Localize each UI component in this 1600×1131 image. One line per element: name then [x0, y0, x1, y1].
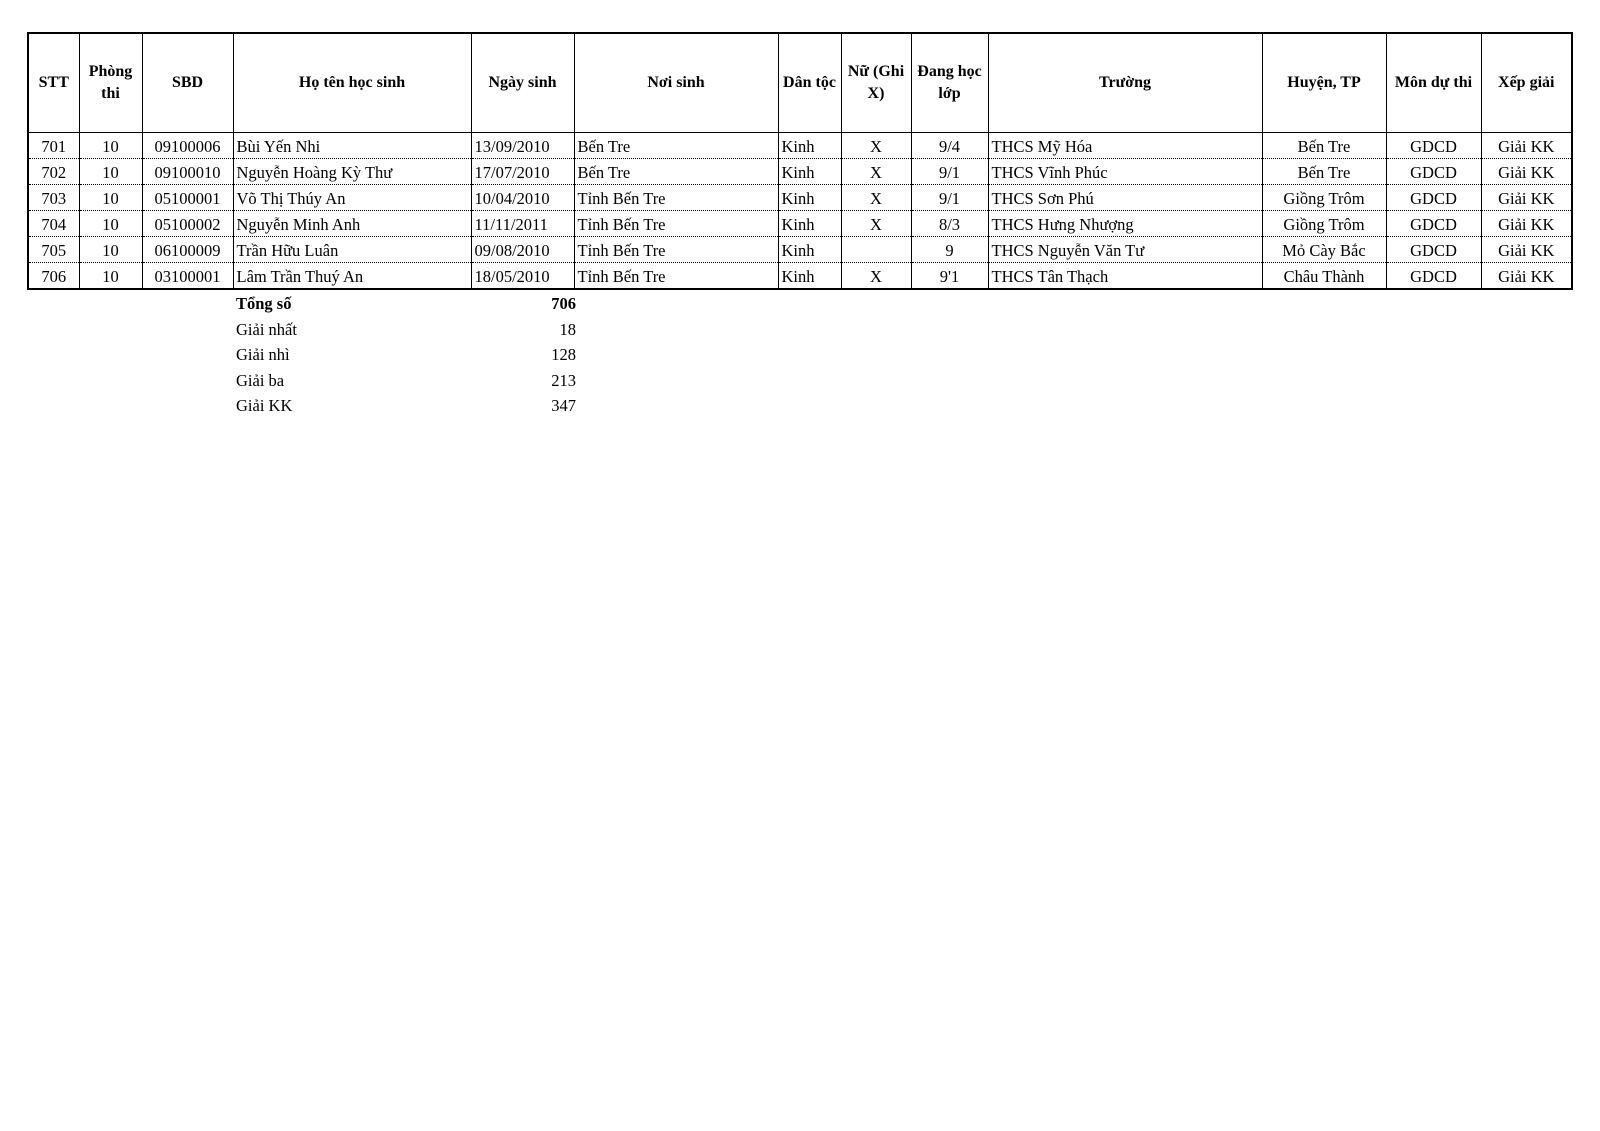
- cell-dang-hoc-lop: 9: [911, 237, 988, 263]
- cell-ho-ten: Võ Thị Thúy An: [233, 185, 471, 211]
- cell-mon-du-thi: GDCD: [1386, 185, 1481, 211]
- table-row: [28, 211, 1572, 237]
- cell-ho-ten: Bùi Yến Nhi: [233, 133, 471, 159]
- cell-truong: THCS Tân Thạch: [988, 263, 1262, 290]
- summary-label: Tổng số: [236, 294, 292, 313]
- table-row: [28, 263, 1572, 290]
- cell-phong-thi: 10: [79, 211, 142, 237]
- cell-ho-ten: Lâm Trần Thuý An: [233, 263, 471, 290]
- header-stt: STT: [28, 33, 79, 133]
- table-row: [28, 133, 1572, 159]
- cell-huyen-tp: Bến Tre: [1262, 159, 1386, 185]
- cell-phong-thi: 10: [79, 185, 142, 211]
- cell-dang-hoc-lop: 9/4: [911, 133, 988, 159]
- summary-value: 347: [551, 396, 576, 415]
- header-mon-du-thi: Môn dự thi: [1386, 33, 1481, 133]
- cell-nu: [841, 237, 911, 263]
- cell-nu: X: [841, 159, 911, 185]
- cell-noi-sinh: Tỉnh Bến Tre: [574, 263, 778, 290]
- cell-phong-thi: 10: [79, 159, 142, 185]
- cell-nu: X: [841, 211, 911, 237]
- cell-mon-du-thi: GDCD: [1386, 237, 1481, 263]
- cell-xep-giai: Giải KK: [1481, 211, 1572, 237]
- summary-label: Giải nhất: [236, 319, 297, 339]
- cell-stt: 701: [28, 133, 79, 159]
- cell-xep-giai: Giải KK: [1481, 133, 1572, 159]
- table-row: [28, 185, 1572, 211]
- cell-truong: THCS Hưng Nhượng: [988, 211, 1262, 237]
- cell-sbd: 03100001: [142, 263, 233, 290]
- cell-xep-giai: Giải KK: [1481, 159, 1572, 185]
- cell-phong-thi: 10: [79, 133, 142, 159]
- cell-dang-hoc-lop: 8/3: [911, 211, 988, 237]
- summary-row: [236, 345, 576, 371]
- summary-value: 213: [551, 370, 576, 390]
- summary-row: [236, 371, 576, 397]
- header-dang-hoc-lop: Đang học lớp: [911, 33, 988, 133]
- cell-noi-sinh: Tỉnh Bến Tre: [574, 185, 778, 211]
- cell-ngay-sinh: 13/09/2010: [471, 133, 574, 159]
- header-xep-giai: Xếp giải: [1481, 33, 1572, 133]
- cell-dan-toc: Kinh: [778, 263, 841, 290]
- header-sbd: SBD: [142, 33, 233, 133]
- cell-huyen-tp: Giồng Trôm: [1262, 211, 1386, 237]
- cell-truong: THCS Vĩnh Phúc: [988, 159, 1262, 185]
- summary-row: [236, 294, 576, 320]
- cell-nu: X: [841, 263, 911, 290]
- header-phong-thi: Phòng thi: [79, 33, 142, 133]
- cell-ngay-sinh: 18/05/2010: [471, 263, 574, 290]
- header-ngay-sinh: Ngày sinh: [471, 33, 574, 133]
- cell-sbd: 09100010: [142, 159, 233, 185]
- header-row: [28, 33, 1572, 133]
- summary-label: Giải ba: [236, 370, 285, 390]
- cell-sbd: 05100002: [142, 211, 233, 237]
- cell-mon-du-thi: GDCD: [1386, 211, 1481, 237]
- header-noi-sinh: Nơi sinh: [574, 33, 778, 133]
- cell-truong: THCS Mỹ Hóa: [988, 133, 1262, 159]
- cell-huyen-tp: Giồng Trôm: [1262, 185, 1386, 211]
- header-ho-ten: Họ tên học sinh: [233, 33, 471, 133]
- table-body: [28, 133, 1572, 290]
- header-dan-toc: Dân tộc: [778, 33, 841, 133]
- cell-ngay-sinh: 17/07/2010: [471, 159, 574, 185]
- cell-xep-giai: Giải KK: [1481, 263, 1572, 290]
- cell-stt: 703: [28, 185, 79, 211]
- header-huyen-tp: Huyện, TP: [1262, 33, 1386, 133]
- cell-xep-giai: Giải KK: [1481, 185, 1572, 211]
- table-row: [28, 159, 1572, 185]
- summary-value: 18: [559, 319, 576, 339]
- cell-dan-toc: Kinh: [778, 133, 841, 159]
- cell-ho-ten: Nguyễn Hoàng Kỳ Thư: [233, 159, 471, 185]
- cell-sbd: 09100006: [142, 133, 233, 159]
- cell-ngay-sinh: 11/11/2011: [471, 211, 574, 237]
- cell-stt: 705: [28, 237, 79, 263]
- header-nu: Nữ (Ghi X): [841, 33, 911, 133]
- results-table: [27, 32, 1573, 290]
- cell-noi-sinh: Tỉnh Bến Tre: [574, 211, 778, 237]
- summary-value: 128: [551, 345, 576, 364]
- table-row: [28, 237, 1572, 263]
- cell-noi-sinh: Bến Tre: [574, 133, 778, 159]
- cell-huyen-tp: Châu Thành: [1262, 263, 1386, 290]
- cell-nu: X: [841, 133, 911, 159]
- cell-mon-du-thi: GDCD: [1386, 159, 1481, 185]
- cell-dan-toc: Kinh: [778, 211, 841, 237]
- summary-block: [236, 294, 576, 422]
- cell-nu: X: [841, 185, 911, 211]
- cell-dan-toc: Kinh: [778, 159, 841, 185]
- cell-dan-toc: Kinh: [778, 185, 841, 211]
- cell-noi-sinh: Tỉnh Bến Tre: [574, 237, 778, 263]
- cell-sbd: 06100009: [142, 237, 233, 263]
- cell-ho-ten: Trần Hữu Luân: [233, 237, 471, 263]
- summary-label: Giải KK: [236, 396, 293, 415]
- cell-huyen-tp: Mỏ Cày Bắc: [1262, 237, 1386, 263]
- cell-mon-du-thi: GDCD: [1386, 133, 1481, 159]
- summary-value: 706: [551, 294, 576, 313]
- header-truong: Trường: [988, 33, 1262, 133]
- cell-truong: THCS Nguyễn Văn Tư: [988, 237, 1262, 263]
- cell-dang-hoc-lop: 9/1: [911, 185, 988, 211]
- cell-stt: 702: [28, 159, 79, 185]
- cell-mon-du-thi: GDCD: [1386, 263, 1481, 290]
- cell-xep-giai: Giải KK: [1481, 237, 1572, 263]
- summary-row: [236, 396, 576, 422]
- cell-stt: 706: [28, 263, 79, 290]
- cell-dang-hoc-lop: 9'1: [911, 263, 988, 290]
- cell-truong: THCS Sơn Phú: [988, 185, 1262, 211]
- cell-noi-sinh: Bến Tre: [574, 159, 778, 185]
- cell-dan-toc: Kinh: [778, 237, 841, 263]
- cell-dang-hoc-lop: 9/1: [911, 159, 988, 185]
- summary-row: [236, 320, 576, 346]
- summary-label: Giải nhì: [236, 345, 290, 364]
- cell-ho-ten: Nguyễn Minh Anh: [233, 211, 471, 237]
- cell-sbd: 05100001: [142, 185, 233, 211]
- cell-ngay-sinh: 09/08/2010: [471, 237, 574, 263]
- cell-stt: 704: [28, 211, 79, 237]
- cell-huyen-tp: Bến Tre: [1262, 133, 1386, 159]
- cell-ngay-sinh: 10/04/2010: [471, 185, 574, 211]
- cell-phong-thi: 10: [79, 237, 142, 263]
- cell-phong-thi: 10: [79, 263, 142, 290]
